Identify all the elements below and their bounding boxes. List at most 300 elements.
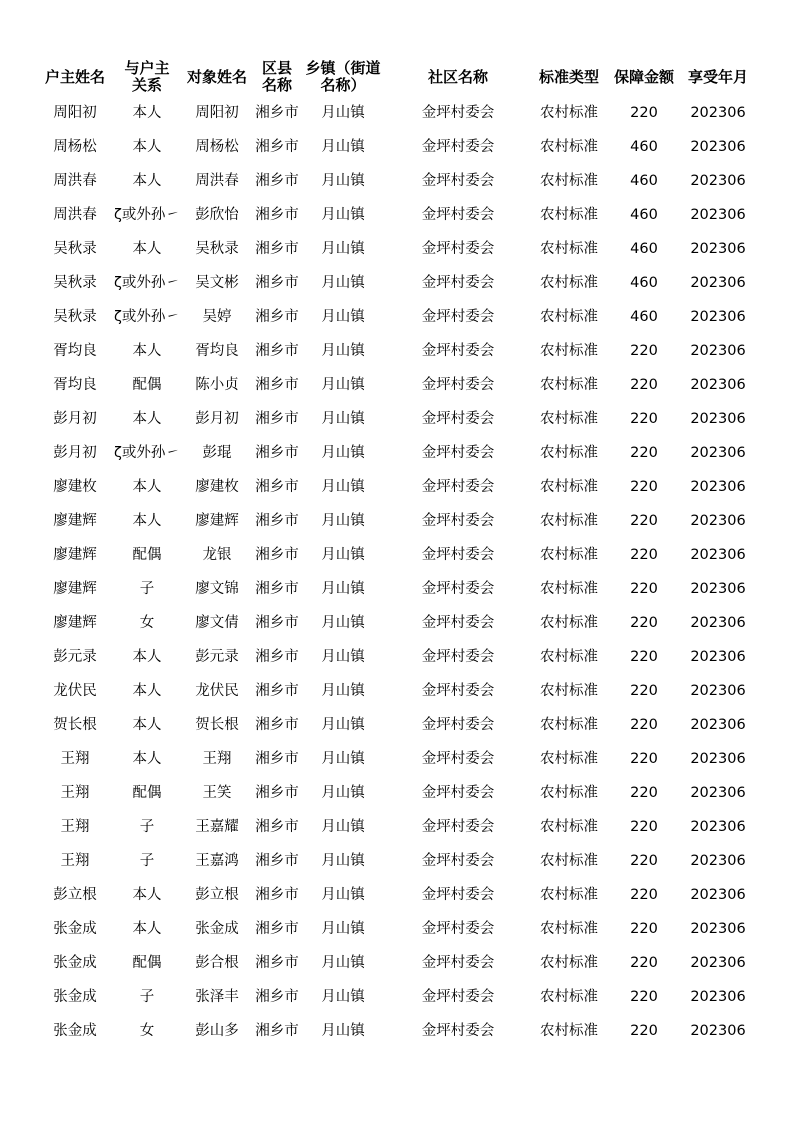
table-cell: 胥均良 — [53, 343, 97, 359]
table-cell: 湘乡市 — [255, 615, 299, 631]
table-cell: 金坪村委会 — [421, 751, 495, 767]
table-cell: 农村标准 — [540, 955, 598, 971]
table-cell: 202306 — [690, 785, 746, 801]
table-cell: 金坪村委会 — [421, 479, 495, 495]
table-cell: 金坪村委会 — [421, 989, 495, 1005]
table-cell: 本人 — [132, 105, 162, 121]
column-header-line: 享受年月 — [687, 67, 748, 86]
table-cell: 湘乡市 — [255, 819, 299, 835]
table-cell: 202306 — [690, 207, 746, 223]
table-cell: 张金成 — [53, 989, 97, 1005]
table-cell: 张金成 — [53, 921, 97, 937]
table-cell: 农村标准 — [540, 649, 598, 665]
table-cell: 460 — [630, 241, 658, 257]
table-cell: 龙银 — [202, 547, 232, 563]
table-cell: 202306 — [690, 717, 746, 733]
table-cell: 本人 — [132, 173, 162, 189]
column-header — [36, 58, 114, 96]
table-cell: 金坪村委会 — [421, 717, 495, 733]
table-cell: 月山镇 — [321, 717, 365, 733]
table-cell: 彭琨 — [202, 445, 232, 461]
table-cell: 月山镇 — [321, 683, 365, 699]
table-cell: 周杨松 — [53, 139, 97, 155]
table-cell: 湘乡市 — [255, 581, 299, 597]
table-cell: 湘乡市 — [255, 989, 299, 1005]
table-cell: 金坪村委会 — [421, 955, 495, 971]
table-cell: 周洪春 — [53, 207, 97, 223]
table-cell: 本人 — [132, 241, 162, 257]
table-cell: 湘乡市 — [255, 173, 299, 189]
table-row — [36, 674, 756, 708]
table-cell: 本人 — [132, 683, 162, 699]
table-cell: 湘乡市 — [255, 105, 299, 121]
table-cell: 吴秋录 — [53, 275, 97, 291]
table-cell: 月山镇 — [321, 887, 365, 903]
table-cell: 农村标准 — [540, 581, 598, 597]
table-cell: 周杨松 — [195, 139, 239, 155]
table-cell: 金坪村委会 — [421, 139, 495, 155]
table-cell: 农村标准 — [540, 547, 598, 563]
table-cell: 月山镇 — [321, 173, 365, 189]
table-row — [36, 742, 756, 776]
table-cell: 本人 — [132, 921, 162, 937]
table-cell: 彭月初 — [53, 445, 97, 461]
table-cell: 202306 — [690, 411, 746, 427]
table-cell: 湘乡市 — [255, 445, 299, 461]
table-cell: 吴文彬 — [195, 275, 239, 291]
column-header-line: 关系 — [131, 76, 162, 94]
table-cell: 金坪村委会 — [421, 445, 495, 461]
table-cell: 220 — [630, 547, 658, 563]
table-cell: 农村标准 — [540, 479, 598, 495]
table-cell: 金坪村委会 — [421, 309, 495, 325]
table-row — [36, 266, 756, 300]
table-cell: 202306 — [690, 853, 746, 869]
table-cell: 202306 — [690, 1023, 746, 1039]
table-row — [36, 334, 756, 368]
table-cell: 月山镇 — [321, 751, 365, 767]
table-cell: 月山镇 — [321, 309, 365, 325]
table-cell: 202306 — [690, 275, 746, 291]
table-cell: 胥均良 — [53, 377, 97, 393]
table-cell: 农村标准 — [540, 921, 598, 937]
table-row — [36, 810, 756, 844]
table-cell: 王翔 — [60, 853, 90, 869]
table-row — [36, 776, 756, 810]
table-row — [36, 164, 756, 198]
table-cell: 湘乡市 — [255, 275, 299, 291]
table-cell: 金坪村委会 — [421, 581, 495, 597]
table-cell: 王翔 — [202, 751, 232, 767]
table-cell: 廖建辉 — [195, 513, 239, 529]
table-cell: 吴秋录 — [53, 309, 97, 325]
table-row — [36, 198, 756, 232]
table-cell: ζ或外孙㇀ — [114, 275, 180, 291]
table-cell: 彭月初 — [53, 411, 97, 427]
table-cell: 本人 — [132, 343, 162, 359]
table-cell: 202306 — [690, 615, 746, 631]
table-cell: 湘乡市 — [255, 309, 299, 325]
column-header — [180, 58, 254, 96]
table-cell: 子 — [139, 819, 155, 835]
table-cell: 农村标准 — [540, 513, 598, 529]
table-cell: 月山镇 — [321, 139, 365, 155]
table-cell: 金坪村委会 — [421, 241, 495, 257]
table-cell: 金坪村委会 — [421, 683, 495, 699]
table-cell: 220 — [630, 751, 658, 767]
table-cell: 王笑 — [202, 785, 232, 801]
table-cell: 220 — [630, 445, 658, 461]
table-row — [36, 436, 756, 470]
column-header-line: 保障金额 — [613, 67, 674, 86]
table-cell: 农村标准 — [540, 615, 598, 631]
table-cell: 廖建枚 — [195, 479, 239, 495]
table-cell: 湘乡市 — [255, 547, 299, 563]
column-header-line: 户主姓名 — [44, 67, 105, 86]
column-header-line: 区县 — [261, 59, 292, 77]
table-cell: 配偶 — [132, 377, 162, 393]
table-cell: 彭立根 — [53, 887, 97, 903]
table-cell: 202306 — [690, 955, 746, 971]
table-cell: 220 — [630, 377, 658, 393]
table-cell: 202306 — [690, 377, 746, 393]
table-cell: 月山镇 — [321, 921, 365, 937]
table-cell: 农村标准 — [540, 683, 598, 699]
table-cell: 周阳初 — [53, 105, 97, 121]
table-cell: 月山镇 — [321, 853, 365, 869]
column-header-line: 名称） — [320, 76, 366, 94]
table-cell: 吴秋录 — [195, 241, 239, 257]
table-cell: 贺长根 — [195, 717, 239, 733]
table-cell: 金坪村委会 — [421, 547, 495, 563]
table-cell: 月山镇 — [321, 377, 365, 393]
table-cell: 廖建辉 — [53, 513, 97, 529]
table-cell: 农村标准 — [540, 377, 598, 393]
table-cell: 张金成 — [53, 955, 97, 971]
table-cell: 廖建辉 — [53, 615, 97, 631]
table-cell: 农村标准 — [540, 819, 598, 835]
table-cell: 廖建辉 — [53, 581, 97, 597]
table-cell: 王翔 — [60, 751, 90, 767]
table-cell: 金坪村委会 — [421, 615, 495, 631]
column-header — [114, 58, 180, 96]
table-cell: 220 — [630, 989, 658, 1005]
table-cell: 月山镇 — [321, 479, 365, 495]
table-cell: 金坪村委会 — [421, 819, 495, 835]
table-row — [36, 130, 756, 164]
table-cell: 220 — [630, 955, 658, 971]
table-cell: 金坪村委会 — [421, 921, 495, 937]
table-cell: 金坪村委会 — [421, 649, 495, 665]
table-row — [36, 946, 756, 980]
table-cell: 202306 — [690, 445, 746, 461]
table-cell: 周阳初 — [195, 105, 239, 121]
table-cell: 王翔 — [60, 785, 90, 801]
column-header-line: 名称 — [261, 76, 292, 94]
table-cell: 配偶 — [132, 955, 162, 971]
table-cell: 220 — [630, 785, 658, 801]
table-cell: 202306 — [690, 887, 746, 903]
table-cell: 202306 — [690, 989, 746, 1005]
table-cell: 湘乡市 — [255, 241, 299, 257]
table-cell: 湘乡市 — [255, 649, 299, 665]
table-row — [36, 1014, 756, 1048]
table-cell: 220 — [630, 819, 658, 835]
table-cell: 彭元录 — [53, 649, 97, 665]
data-table — [36, 58, 756, 1048]
table-cell: 月山镇 — [321, 615, 365, 631]
header-row — [36, 58, 756, 96]
table-row — [36, 878, 756, 912]
table-cell: 月山镇 — [321, 513, 365, 529]
table-cell: 金坪村委会 — [421, 105, 495, 121]
table-row — [36, 504, 756, 538]
table-cell: ζ或外孙㇀ — [114, 207, 180, 223]
table-cell: 月山镇 — [321, 785, 365, 801]
table-cell: 金坪村委会 — [421, 173, 495, 189]
table-cell: 月山镇 — [321, 955, 365, 971]
table-cell: 湘乡市 — [255, 887, 299, 903]
table-cell: 湘乡市 — [255, 853, 299, 869]
table-cell: 月山镇 — [321, 343, 365, 359]
table-cell: 220 — [630, 105, 658, 121]
table-cell: 彭立根 — [195, 887, 239, 903]
table-cell: 龙伏民 — [53, 683, 97, 699]
table-cell: 202306 — [690, 683, 746, 699]
table-row — [36, 640, 756, 674]
table-cell: 金坪村委会 — [421, 785, 495, 801]
table-cell: 460 — [630, 275, 658, 291]
column-header — [680, 58, 756, 96]
table-row — [36, 96, 756, 130]
table-cell: 农村标准 — [540, 207, 598, 223]
table-cell: 张泽丰 — [195, 989, 239, 1005]
table-row — [36, 912, 756, 946]
table-cell: 本人 — [132, 649, 162, 665]
table-cell: 220 — [630, 615, 658, 631]
table-cell: 金坪村委会 — [421, 887, 495, 903]
table-cell: 廖文倩 — [195, 615, 239, 631]
table-cell: 460 — [630, 309, 658, 325]
table-cell: 202306 — [690, 581, 746, 597]
table-cell: 本人 — [132, 479, 162, 495]
table-cell: 月山镇 — [321, 275, 365, 291]
table-cell: 王翔 — [60, 819, 90, 835]
column-header-line: 标准类型 — [538, 67, 599, 86]
column-header-line: 乡镇（街道 — [305, 59, 381, 77]
table-cell: 220 — [630, 513, 658, 529]
table-row — [36, 606, 756, 640]
table-cell: 金坪村委会 — [421, 411, 495, 427]
table-row — [36, 708, 756, 742]
table-cell: 月山镇 — [321, 819, 365, 835]
table-cell: ζ或外孙㇀ — [114, 445, 180, 461]
table-cell: 220 — [630, 887, 658, 903]
table-cell: 460 — [630, 173, 658, 189]
table-cell: 农村标准 — [540, 241, 598, 257]
table-cell: 农村标准 — [540, 411, 598, 427]
table-row — [36, 368, 756, 402]
table-cell: 农村标准 — [540, 173, 598, 189]
table-cell: 月山镇 — [321, 547, 365, 563]
column-header — [300, 58, 386, 96]
table-cell: 本人 — [132, 513, 162, 529]
table-cell: 廖文锦 — [195, 581, 239, 597]
table-cell: 吴秋录 — [53, 241, 97, 257]
table-row — [36, 572, 756, 606]
table-cell: 农村标准 — [540, 445, 598, 461]
table-cell: 湘乡市 — [255, 513, 299, 529]
table-cell: 202306 — [690, 479, 746, 495]
table-body — [36, 96, 756, 1048]
table-cell: 220 — [630, 853, 658, 869]
table-cell: 202306 — [690, 547, 746, 563]
table-cell: 月山镇 — [321, 411, 365, 427]
table-cell: 202306 — [690, 649, 746, 665]
table-cell: 220 — [630, 479, 658, 495]
column-header — [530, 58, 608, 96]
table-cell: 农村标准 — [540, 989, 598, 1005]
table-cell: 女 — [139, 1023, 155, 1039]
table-cell: 湘乡市 — [255, 377, 299, 393]
table-cell: 农村标准 — [540, 717, 598, 733]
table-cell: 贺长根 — [53, 717, 97, 733]
table-cell: 周洪春 — [195, 173, 239, 189]
table-cell: 本人 — [132, 411, 162, 427]
table-cell: 湘乡市 — [255, 955, 299, 971]
table-cell: 廖建枚 — [53, 479, 97, 495]
table-cell: 湘乡市 — [255, 479, 299, 495]
table-cell: 202306 — [690, 173, 746, 189]
table-cell: 220 — [630, 581, 658, 597]
table-cell: 220 — [630, 649, 658, 665]
table-cell: 张金成 — [53, 1023, 97, 1039]
table-cell: 本人 — [132, 751, 162, 767]
table-cell: 月山镇 — [321, 445, 365, 461]
table-cell: 月山镇 — [321, 989, 365, 1005]
table-cell: 王嘉鸿 — [195, 853, 239, 869]
table-cell: 湘乡市 — [255, 343, 299, 359]
table-cell: 子 — [139, 853, 155, 869]
table-cell: 金坪村委会 — [421, 275, 495, 291]
table-cell: 金坪村委会 — [421, 513, 495, 529]
table-cell: 龙伏民 — [195, 683, 239, 699]
table-cell: 202306 — [690, 139, 746, 155]
table-cell: 彭合根 — [195, 955, 239, 971]
table-cell: 廖建辉 — [53, 547, 97, 563]
table-cell: 湘乡市 — [255, 921, 299, 937]
table-cell: 农村标准 — [540, 785, 598, 801]
column-header-line: 对象姓名 — [186, 67, 247, 86]
table-cell: 202306 — [690, 751, 746, 767]
table-cell: 月山镇 — [321, 1023, 365, 1039]
table-cell: 湘乡市 — [255, 717, 299, 733]
table-cell: 本人 — [132, 887, 162, 903]
column-header-line: 社区名称 — [427, 67, 488, 86]
table-cell: 彭欣怡 — [195, 207, 239, 223]
table-cell: 金坪村委会 — [421, 377, 495, 393]
table-cell: 王嘉耀 — [195, 819, 239, 835]
table-cell: 202306 — [690, 309, 746, 325]
table-cell: 月山镇 — [321, 649, 365, 665]
table-cell: 陈小贞 — [195, 377, 239, 393]
table-cell: 金坪村委会 — [421, 343, 495, 359]
table-cell: 农村标准 — [540, 1023, 598, 1039]
table-cell: 张金成 — [195, 921, 239, 937]
table-cell: 220 — [630, 683, 658, 699]
table-cell: 彭元录 — [195, 649, 239, 665]
table-cell: 子 — [139, 989, 155, 1005]
table-cell: 202306 — [690, 241, 746, 257]
table-cell: 农村标准 — [540, 887, 598, 903]
table-cell: 配偶 — [132, 785, 162, 801]
table-cell: 202306 — [690, 921, 746, 937]
table-cell: 农村标准 — [540, 275, 598, 291]
table-row — [36, 470, 756, 504]
table-cell: ζ或外孙㇀ — [114, 309, 180, 325]
table-cell: 农村标准 — [540, 343, 598, 359]
table-cell: 胥均良 — [195, 343, 239, 359]
table-row — [36, 232, 756, 266]
table-cell: 月山镇 — [321, 581, 365, 597]
table-cell: 本人 — [132, 139, 162, 155]
table-cell: 202306 — [690, 819, 746, 835]
table-cell: 湘乡市 — [255, 139, 299, 155]
table-row — [36, 300, 756, 334]
table-row — [36, 844, 756, 878]
document-sheet — [36, 58, 756, 1048]
table-cell: 子 — [139, 581, 155, 597]
table-cell: 湘乡市 — [255, 207, 299, 223]
table-cell: 农村标准 — [540, 751, 598, 767]
table-cell: 彭山多 — [195, 1023, 239, 1039]
table-cell: 湘乡市 — [255, 1023, 299, 1039]
table-cell: 农村标准 — [540, 139, 598, 155]
table-cell: 配偶 — [132, 547, 162, 563]
table-cell: 周洪春 — [53, 173, 97, 189]
table-cell: 农村标准 — [540, 853, 598, 869]
table-cell: 金坪村委会 — [421, 1023, 495, 1039]
table-cell: 460 — [630, 207, 658, 223]
table-row — [36, 980, 756, 1014]
table-cell: 460 — [630, 139, 658, 155]
table-cell: 202306 — [690, 343, 746, 359]
table-cell: 220 — [630, 411, 658, 427]
table-cell: 金坪村委会 — [421, 207, 495, 223]
table-cell: 农村标准 — [540, 309, 598, 325]
table-cell: 湘乡市 — [255, 411, 299, 427]
table-cell: 农村标准 — [540, 105, 598, 121]
table-cell: 湘乡市 — [255, 785, 299, 801]
table-cell: 月山镇 — [321, 241, 365, 257]
table-cell: 月山镇 — [321, 105, 365, 121]
table-cell: 220 — [630, 1023, 658, 1039]
table-row — [36, 538, 756, 572]
table-cell: 本人 — [132, 717, 162, 733]
table-cell: 220 — [630, 717, 658, 733]
table-cell: 湘乡市 — [255, 751, 299, 767]
table-row — [36, 402, 756, 436]
table-cell: 220 — [630, 343, 658, 359]
table-cell: 吴婷 — [202, 309, 232, 325]
table-cell: 湘乡市 — [255, 683, 299, 699]
table-cell: 女 — [139, 615, 155, 631]
column-header — [386, 58, 530, 96]
table-cell: 月山镇 — [321, 207, 365, 223]
table-cell: 220 — [630, 921, 658, 937]
table-cell: 彭月初 — [195, 411, 239, 427]
column-header-line: 与户主 — [124, 59, 170, 77]
